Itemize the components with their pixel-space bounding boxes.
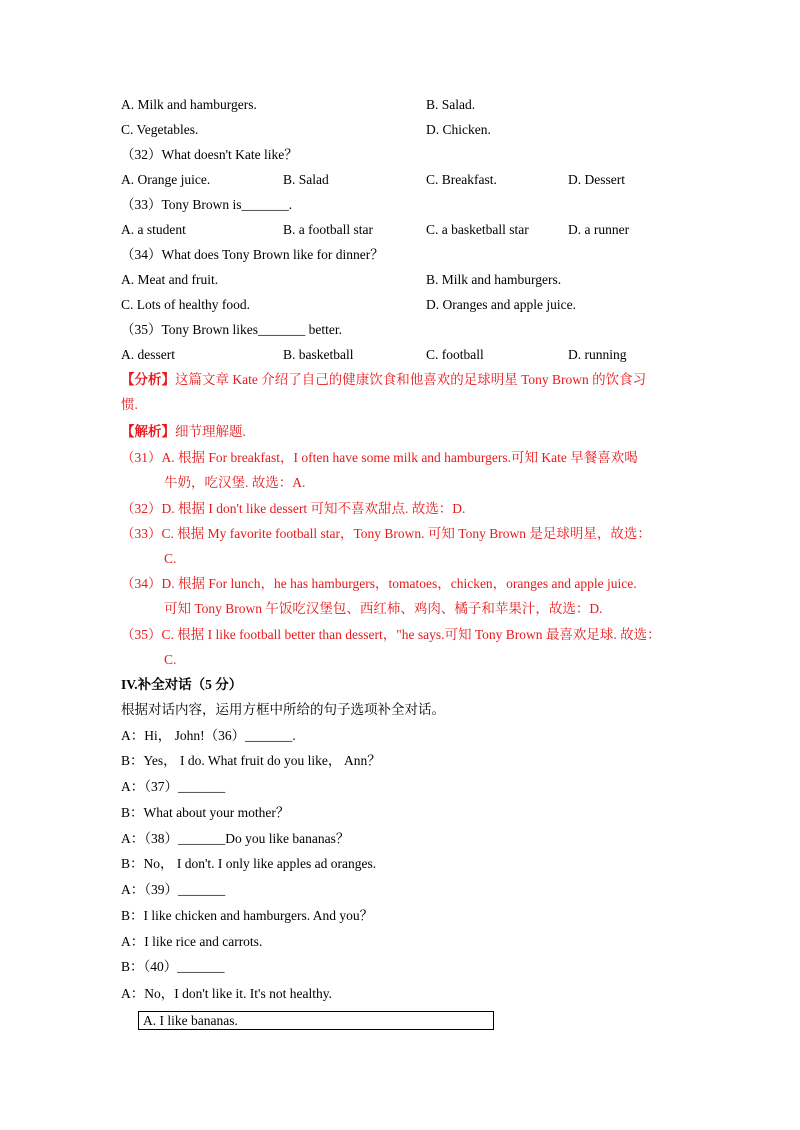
solution-item-35-line2: C. (164, 652, 177, 667)
dialogue-line: A：No，I don't like it. It's not healthy. (121, 986, 332, 1001)
solution-item-31-line2: 牛奶，吃汉堡. 故选：A. (164, 475, 306, 490)
section-4-instruction: 根据对话内容，运用方框中所给的句子选项补全对话。 (121, 702, 445, 717)
analysis-line-1 (121, 371, 646, 389)
q35-stem: （35）Tony Brown likes_______ better. (121, 322, 343, 337)
dialogue-line: B：（40）_______ (121, 959, 225, 974)
dialogue-line: A：（38）_______Do you like bananas？ (121, 831, 350, 846)
dialogue-line: B：Yes， I do. What fruit do you like， Ann？ (121, 753, 381, 768)
q33-option-c: C. a basketball star (426, 222, 529, 237)
solution-item-31-line1: （31）A. 根据 For breakfast，I often have some milk and hamburgers.可知 Kate 早餐喜欢喝 (121, 450, 638, 465)
solution-item-32: （32）D. 根据 I don't like dessert 可知不喜欢甜点. 故选：D. (121, 501, 466, 516)
dialogue-line: B：No， I don't. I only like apples ad oranges. (121, 856, 377, 871)
q33-option-b: B. a football star (283, 222, 373, 237)
q35-option-d: D. running (568, 347, 627, 362)
q34-option-c: C. Lots of healthy food. (121, 297, 250, 312)
analysis-text-1: 这篇文章 Kate 介绍了自己的健康饮食和他喜欢的足球明星 Tony Brown 的饮食习 (175, 372, 647, 387)
solution-header (121, 423, 246, 441)
q32-option-c: C. Breakfast. (426, 172, 497, 187)
dialogue-line: A：I like rice and carrots. (121, 934, 263, 949)
solution-item-33-line2: C. (164, 551, 177, 566)
q35-option-b: B. basketball (283, 347, 354, 362)
q34-option-d: D. Oranges and apple juice. (426, 297, 576, 312)
q34-stem: （34）What does Tony Brown like for dinner？ (121, 247, 384, 262)
section-4-title: IV.补全对话（5 分） (121, 677, 243, 692)
q33-option-a: A. a student (121, 222, 186, 237)
solution-item-33-line1: （33）C. 根据 My favorite football star，Tony Brown. 可知 Tony Brown 是足球明星，故选： (121, 526, 651, 541)
dialogue-line: B：I like chicken and hamburgers. And you？ (121, 908, 374, 923)
q35-option-a: A. dessert (121, 347, 175, 362)
q31-option-c: C. Vegetables. (121, 122, 199, 137)
solution-item-35-line1: （35）C. 根据 I like football better than dessert，"he says.可知 Tony Brown 最喜欢足球. 故选： (121, 627, 661, 642)
solution-item-34-line1: （34）D. 根据 For lunch，he has hamburgers，tomatoes，chicken，oranges and apple juice. (121, 576, 637, 591)
solution-text: 细节理解题. (175, 424, 246, 439)
dialogue-line: A：（39）_______ (121, 882, 226, 897)
q32-option-b: B. Salad (283, 172, 329, 187)
q32-stem: （32）What doesn't Kate like？ (121, 147, 298, 162)
q32-option-d: D. Dessert (568, 172, 625, 187)
solution-label: 【解析】 (121, 424, 175, 439)
dialogue-line: B：What about your mother？ (121, 805, 290, 820)
options-box: A. I like bananas. (138, 1011, 494, 1030)
q34-option-b: B. Milk and hamburgers. (426, 272, 562, 287)
q34-option-a: A. Meat and fruit. (121, 272, 219, 287)
solution-item-34-line2: 可知 Tony Brown 午饭吃汉堡包、西红柿、鸡肉、橘子和苹果汁，故选：D. (164, 601, 603, 616)
dialogue-line: A：（37）_______ (121, 779, 226, 794)
q31-option-b: B. Salad. (426, 97, 476, 112)
q32-option-a: A. Orange juice. (121, 172, 211, 187)
q33-option-d: D. a runner (568, 222, 630, 237)
dialogue-line: A：Hi， John!（36）_______. (121, 728, 296, 743)
q33-stem: （33）Tony Brown is_______. (121, 197, 293, 212)
q31-option-d: D. Chicken. (426, 122, 491, 137)
analysis-label: 【分析】 (121, 372, 175, 387)
q31-option-a: A. Milk and hamburgers. (121, 97, 257, 112)
q35-option-c: C. football (426, 347, 484, 362)
analysis-text-2: 惯. (121, 397, 138, 412)
